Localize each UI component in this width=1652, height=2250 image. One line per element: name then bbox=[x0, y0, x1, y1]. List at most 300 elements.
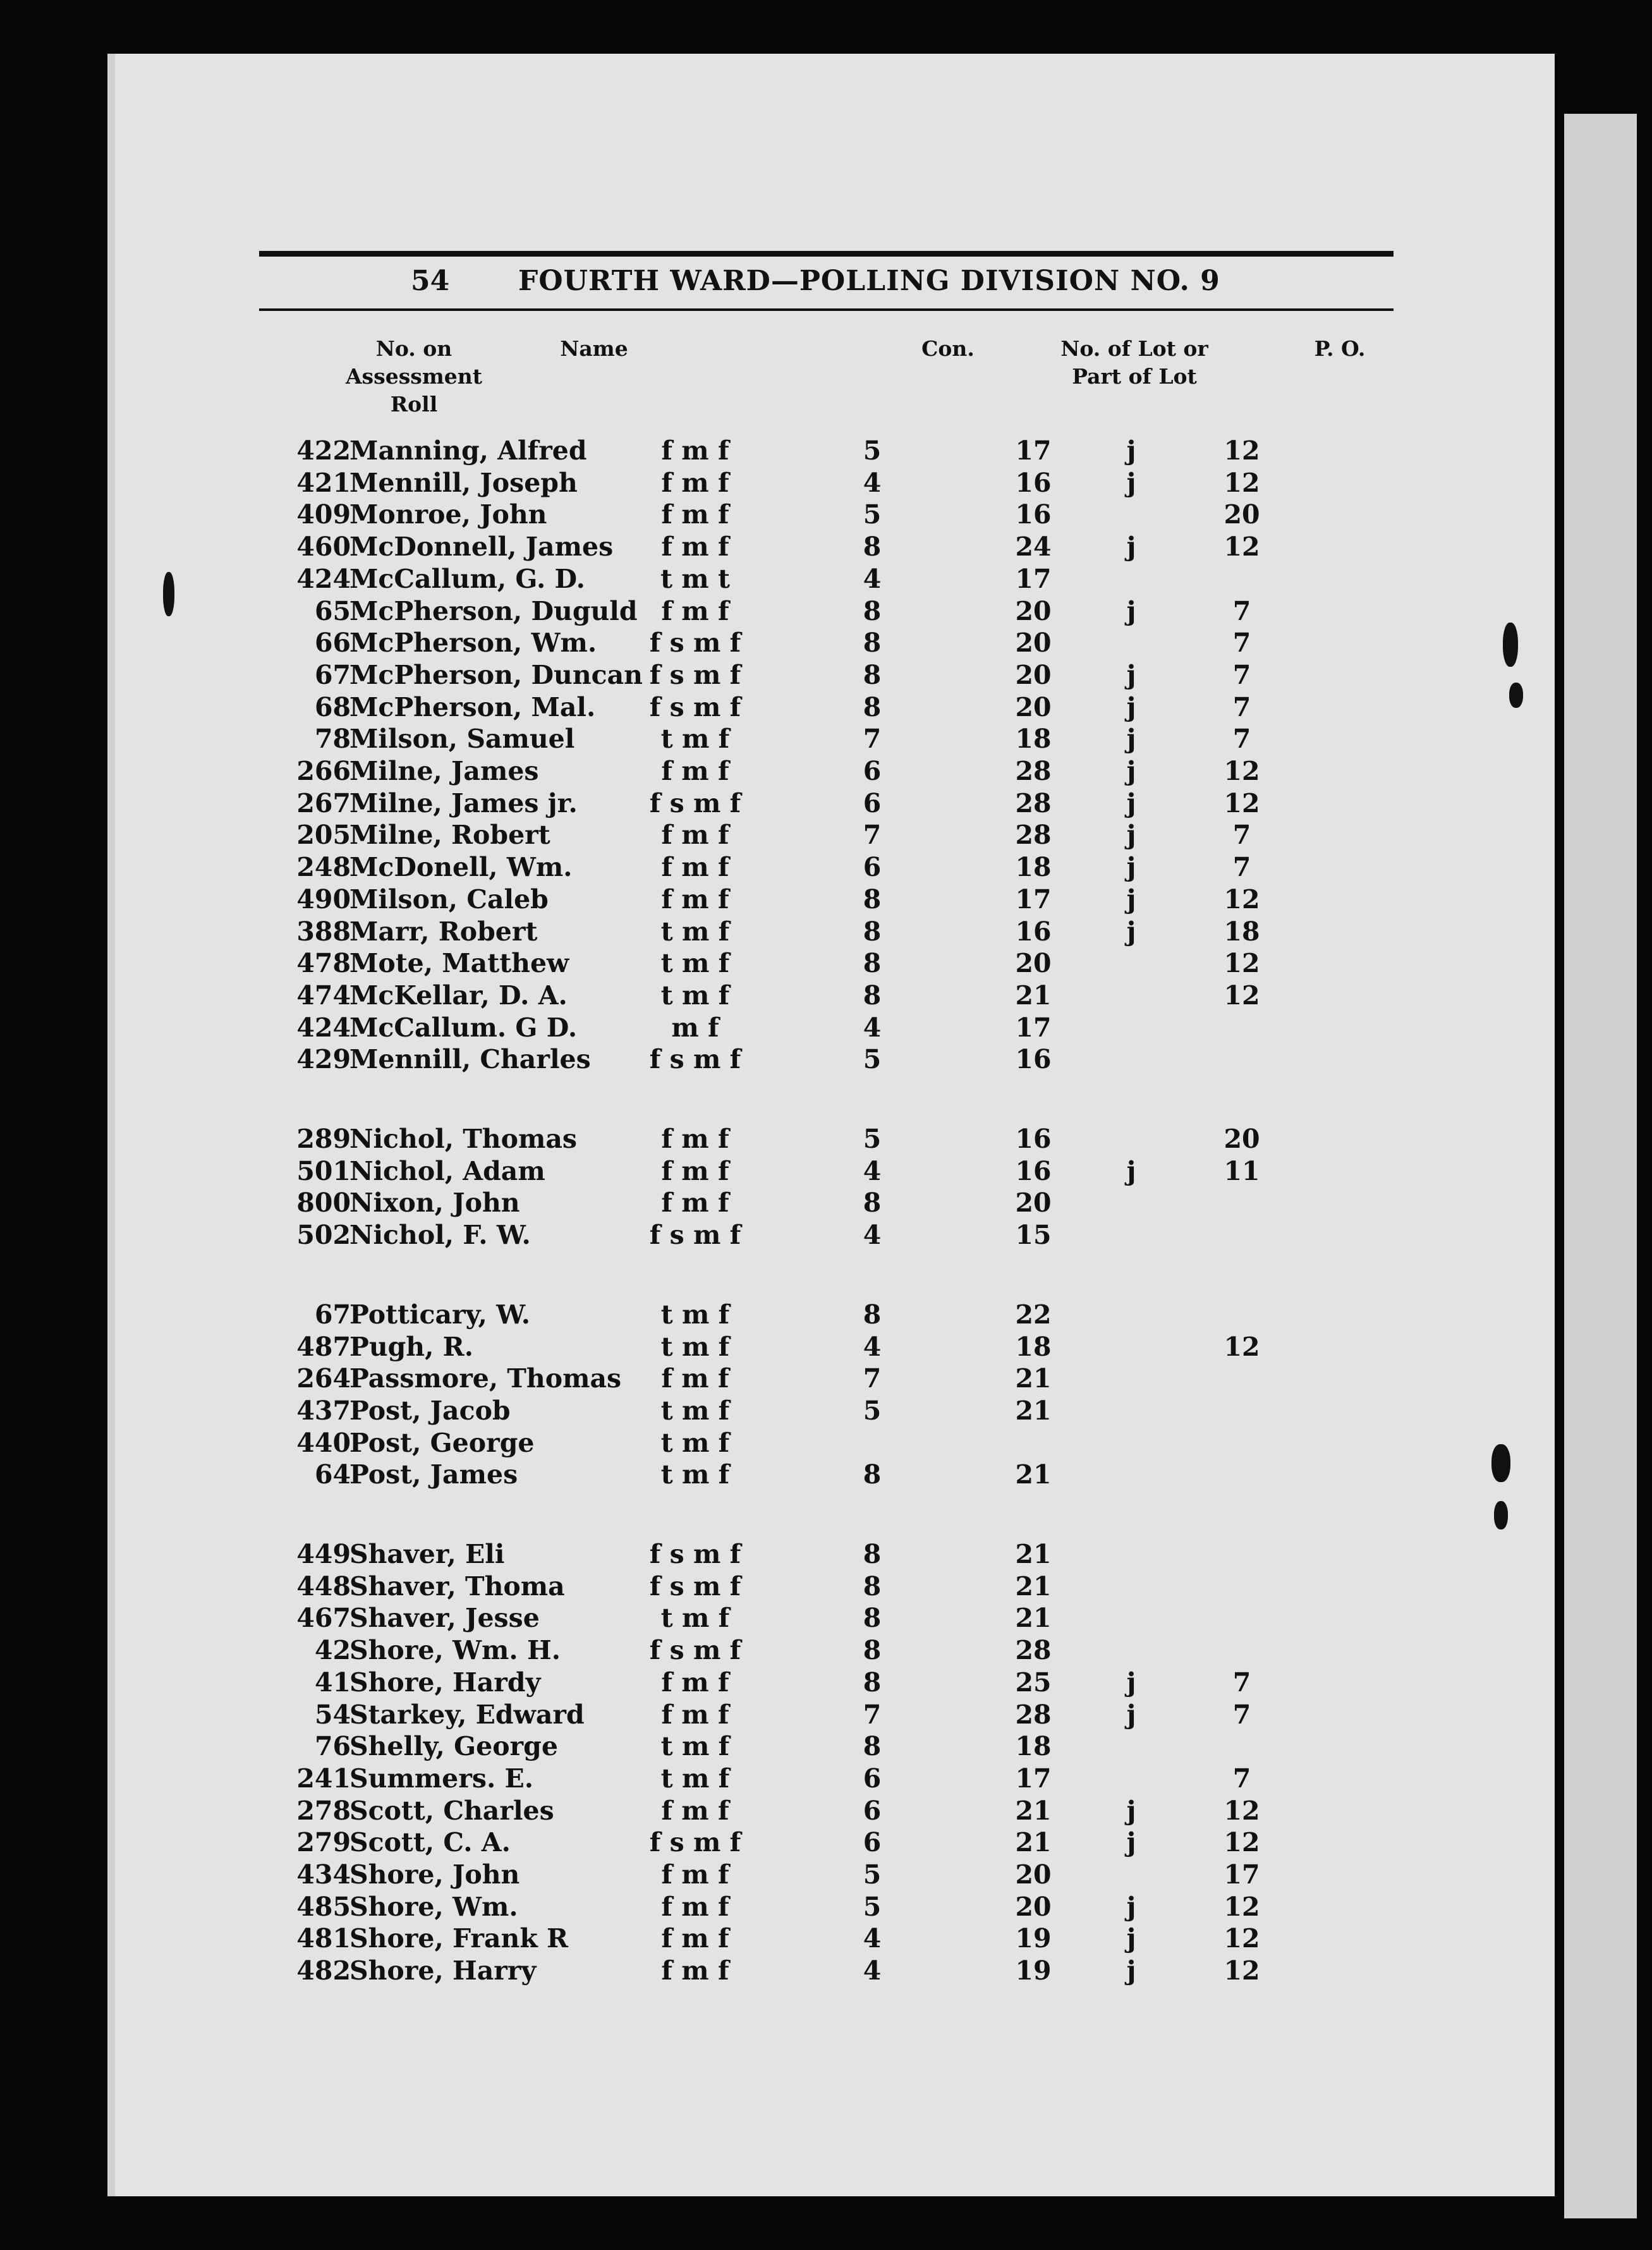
juror-mark: j bbox=[1126, 595, 1136, 626]
post-office: 12 bbox=[1224, 980, 1260, 1011]
post-office: 18 bbox=[1224, 916, 1260, 947]
status-code: m f bbox=[671, 1012, 719, 1043]
adjacent-page-strip bbox=[1564, 114, 1637, 2218]
table-row bbox=[0, 563, 1447, 595]
lot-number: 28 bbox=[1015, 756, 1052, 786]
voter-name: Nichol, F. W. bbox=[349, 1220, 531, 1251]
voter-name: Shaver, Thoma bbox=[349, 1571, 565, 1602]
status-code: f m f bbox=[661, 756, 729, 786]
assessment-no: 502 bbox=[296, 1220, 351, 1251]
table-row bbox=[0, 659, 1447, 691]
lot-number: 21 bbox=[1015, 1395, 1052, 1426]
post-office: 7 bbox=[1232, 1763, 1251, 1794]
status-code: f m f bbox=[661, 532, 729, 562]
assessment-no: 409 bbox=[296, 499, 351, 530]
assessment-no: 264 bbox=[296, 1363, 351, 1394]
header-rule bbox=[259, 308, 1394, 311]
status-code: f s m f bbox=[649, 788, 741, 818]
lot-number: 22 bbox=[1015, 1299, 1052, 1330]
post-office: 20 bbox=[1224, 499, 1260, 530]
post-office: 7 bbox=[1232, 595, 1251, 626]
table-row bbox=[0, 947, 1447, 979]
juror-mark: j bbox=[1126, 691, 1136, 722]
voter-name: McDonell, Wm. bbox=[349, 852, 573, 883]
post-office: 12 bbox=[1224, 1331, 1260, 1362]
status-code: f m f bbox=[661, 1859, 729, 1890]
table-row bbox=[0, 1299, 1447, 1330]
voter-name: Shelly, George bbox=[349, 1731, 558, 1762]
concession: 4 bbox=[863, 1220, 882, 1251]
voter-name: McCallum. G D. bbox=[349, 1012, 578, 1043]
post-office: 7 bbox=[1232, 691, 1251, 722]
lot-number: 28 bbox=[1015, 1699, 1052, 1730]
concession: 5 bbox=[863, 1124, 882, 1154]
col-header-name: Name bbox=[560, 336, 628, 361]
table-row bbox=[0, 1538, 1447, 1570]
status-code: f m f bbox=[661, 1124, 729, 1154]
table-row bbox=[0, 1331, 1447, 1363]
assessment-no: 481 bbox=[296, 1923, 351, 1954]
juror-mark: j bbox=[1126, 1795, 1136, 1826]
post-office: 12 bbox=[1224, 788, 1260, 818]
voter-name: Potticary, W. bbox=[349, 1299, 531, 1330]
status-code: f m f bbox=[661, 1795, 729, 1826]
lot-number: 24 bbox=[1015, 532, 1052, 562]
post-office: 12 bbox=[1224, 756, 1260, 786]
lot-number: 20 bbox=[1015, 948, 1052, 979]
lot-number: 15 bbox=[1015, 1220, 1052, 1251]
voter-name: Shore, John bbox=[349, 1859, 520, 1890]
concession: 4 bbox=[863, 1331, 882, 1362]
voter-name: Milne, James bbox=[349, 756, 539, 786]
assessment-no: 434 bbox=[296, 1859, 351, 1890]
assessment-no: 266 bbox=[296, 756, 351, 786]
concession: 4 bbox=[863, 1955, 882, 1986]
status-code: t m f bbox=[660, 1331, 730, 1362]
post-office: 12 bbox=[1224, 435, 1260, 466]
voter-name: Post, James bbox=[349, 1459, 518, 1490]
concession: 8 bbox=[863, 1635, 882, 1666]
voter-name: Nichol, Thomas bbox=[349, 1124, 577, 1154]
status-code: f s m f bbox=[649, 1571, 741, 1602]
juror-mark: j bbox=[1126, 1955, 1136, 1986]
lot-number: 17 bbox=[1015, 1763, 1052, 1794]
assessment-no: 279 bbox=[296, 1827, 351, 1858]
voter-name: Milne, James jr. bbox=[349, 788, 578, 818]
status-code: t m f bbox=[660, 724, 730, 755]
lot-number: 28 bbox=[1015, 1635, 1052, 1666]
voter-name: Marr, Robert bbox=[349, 916, 538, 947]
page-title: FOURTH WARD—POLLING DIVISION NO. 9 bbox=[518, 265, 1220, 297]
post-office: 11 bbox=[1224, 1155, 1260, 1186]
lot-number: 18 bbox=[1015, 1731, 1052, 1762]
table-row bbox=[0, 1571, 1447, 1602]
voter-name: McPherson, Duguld bbox=[349, 595, 638, 626]
table-row bbox=[0, 1730, 1447, 1762]
table-row bbox=[0, 1602, 1447, 1634]
table-row bbox=[0, 1219, 1447, 1251]
col-header-no: No. on Assessment Roll bbox=[345, 336, 483, 417]
voter-name: Passmore, Thomas bbox=[349, 1363, 622, 1394]
table-row bbox=[0, 595, 1447, 627]
table-row bbox=[0, 1012, 1447, 1043]
concession: 8 bbox=[863, 916, 882, 947]
assessment-no: 64 bbox=[314, 1459, 351, 1490]
status-code: f s m f bbox=[649, 1220, 741, 1251]
post-office: 7 bbox=[1232, 1699, 1251, 1730]
status-code: f m f bbox=[661, 1155, 729, 1186]
voter-name: Starkey, Edward bbox=[349, 1699, 585, 1730]
concession: 6 bbox=[863, 1763, 882, 1794]
status-code: f m f bbox=[661, 499, 729, 530]
table-row bbox=[0, 1667, 1447, 1698]
status-code: f m f bbox=[661, 852, 729, 883]
assessment-no: 429 bbox=[296, 1044, 351, 1075]
table-row bbox=[0, 1763, 1447, 1794]
table-row bbox=[0, 755, 1447, 787]
table-row bbox=[0, 1891, 1447, 1923]
assessment-no: 205 bbox=[296, 820, 351, 851]
voter-name: McPherson, Wm. bbox=[349, 628, 597, 659]
concession: 6 bbox=[863, 1795, 882, 1826]
post-office: 12 bbox=[1224, 1891, 1260, 1922]
status-code: f m f bbox=[661, 1891, 729, 1922]
juror-mark: j bbox=[1126, 1891, 1136, 1922]
lot-number: 16 bbox=[1015, 1044, 1052, 1075]
concession: 8 bbox=[863, 1571, 882, 1602]
voter-name: Pugh, R. bbox=[349, 1331, 474, 1362]
assessment-no: 65 bbox=[314, 595, 351, 626]
lot-number: 25 bbox=[1015, 1667, 1052, 1698]
table-row bbox=[0, 884, 1447, 915]
juror-mark: j bbox=[1126, 1699, 1136, 1730]
assessment-no: 76 bbox=[314, 1731, 351, 1762]
lot-number: 21 bbox=[1015, 1363, 1052, 1394]
table-row bbox=[0, 1634, 1447, 1666]
lot-number: 16 bbox=[1015, 467, 1052, 498]
status-code: t m f bbox=[660, 1603, 730, 1634]
voter-name: Shore, Wm. bbox=[349, 1891, 518, 1922]
status-code: t m f bbox=[660, 1731, 730, 1762]
assessment-no: 424 bbox=[296, 563, 351, 594]
lot-number: 18 bbox=[1015, 724, 1052, 755]
voter-name: Shaver, Eli bbox=[349, 1539, 505, 1569]
assessment-no: 437 bbox=[296, 1395, 351, 1426]
status-code: f m f bbox=[661, 1667, 729, 1698]
lot-number: 18 bbox=[1015, 852, 1052, 883]
concession: 4 bbox=[863, 467, 882, 498]
juror-mark: j bbox=[1126, 467, 1136, 498]
concession: 8 bbox=[863, 691, 882, 722]
assessment-no: 41 bbox=[314, 1667, 351, 1698]
status-code: t m f bbox=[660, 1427, 730, 1458]
voter-name: Post, George bbox=[349, 1427, 535, 1458]
table-row bbox=[0, 1795, 1447, 1827]
voter-name: Shore, Hardy bbox=[349, 1667, 541, 1698]
concession: 8 bbox=[863, 1603, 882, 1634]
post-office: 7 bbox=[1232, 724, 1251, 755]
assessment-no: 487 bbox=[296, 1331, 351, 1362]
status-code: f m f bbox=[661, 820, 729, 851]
status-code: t m t bbox=[660, 563, 730, 594]
assessment-no: 68 bbox=[314, 691, 351, 722]
assessment-no: 421 bbox=[296, 467, 351, 498]
post-office: 12 bbox=[1224, 532, 1260, 562]
juror-mark: j bbox=[1126, 916, 1136, 947]
lot-number: 16 bbox=[1015, 916, 1052, 947]
assessment-no: 467 bbox=[296, 1603, 351, 1634]
assessment-no: 501 bbox=[296, 1155, 351, 1186]
post-office: 7 bbox=[1232, 628, 1251, 659]
table-row bbox=[0, 1955, 1447, 1986]
assessment-no: 67 bbox=[314, 1299, 351, 1330]
lot-number: 28 bbox=[1015, 820, 1052, 851]
status-code: f s m f bbox=[649, 1635, 741, 1666]
assessment-no: 440 bbox=[296, 1427, 351, 1458]
assessment-no: 67 bbox=[314, 659, 351, 690]
voter-name: Mote, Matthew bbox=[349, 948, 569, 979]
status-code: f m f bbox=[661, 884, 729, 915]
status-code: f m f bbox=[661, 1188, 729, 1219]
status-code: f m f bbox=[661, 1923, 729, 1954]
post-office: 17 bbox=[1224, 1859, 1260, 1890]
juror-mark: j bbox=[1126, 884, 1136, 915]
assessment-no: 449 bbox=[296, 1539, 351, 1569]
concession: 7 bbox=[863, 820, 882, 851]
lot-number: 21 bbox=[1015, 1571, 1052, 1602]
col-header-po: P. O. bbox=[1314, 336, 1366, 361]
table-row bbox=[0, 531, 1447, 562]
juror-mark: j bbox=[1126, 1827, 1136, 1858]
voter-name: McKellar, D. A. bbox=[349, 980, 568, 1011]
col-header-con: Con. bbox=[921, 336, 975, 361]
juror-mark: j bbox=[1126, 820, 1136, 851]
assessment-no: 448 bbox=[296, 1571, 351, 1602]
post-office: 7 bbox=[1232, 820, 1251, 851]
juror-mark: j bbox=[1126, 724, 1136, 755]
voter-name: Nichol, Adam bbox=[349, 1155, 545, 1186]
post-office: 12 bbox=[1224, 1955, 1260, 1986]
lot-number: 21 bbox=[1015, 980, 1052, 1011]
assessment-no: 460 bbox=[296, 532, 351, 562]
lot-number: 19 bbox=[1015, 1923, 1052, 1954]
voter-name: Mennill, Joseph bbox=[349, 467, 578, 498]
table-row bbox=[0, 1363, 1447, 1394]
table-row bbox=[0, 1187, 1447, 1219]
status-code: f m f bbox=[661, 1699, 729, 1730]
ink-blot bbox=[1503, 623, 1518, 667]
concession: 6 bbox=[863, 756, 882, 786]
lot-number: 20 bbox=[1015, 595, 1052, 626]
assessment-no: 267 bbox=[296, 788, 351, 818]
status-code: t m f bbox=[660, 980, 730, 1011]
lot-number: 16 bbox=[1015, 499, 1052, 530]
concession: 4 bbox=[863, 1923, 882, 1954]
table-row bbox=[0, 851, 1447, 883]
juror-mark: j bbox=[1126, 1923, 1136, 1954]
table-row bbox=[0, 435, 1447, 466]
concession: 4 bbox=[863, 1155, 882, 1186]
post-office: 12 bbox=[1224, 467, 1260, 498]
status-code: t m f bbox=[660, 1395, 730, 1426]
status-code: f m f bbox=[661, 467, 729, 498]
lot-number: 20 bbox=[1015, 628, 1052, 659]
concession: 8 bbox=[863, 1539, 882, 1569]
lot-number: 17 bbox=[1015, 884, 1052, 915]
concession: 8 bbox=[863, 948, 882, 979]
concession: 8 bbox=[863, 532, 882, 562]
voter-name: McDonnell, James bbox=[349, 532, 614, 562]
concession: 6 bbox=[863, 788, 882, 818]
concession: 4 bbox=[863, 563, 882, 594]
post-office: 7 bbox=[1232, 1667, 1251, 1698]
assessment-no: 66 bbox=[314, 628, 351, 659]
lot-number: 21 bbox=[1015, 1459, 1052, 1490]
table-row bbox=[0, 499, 1447, 530]
lot-number: 20 bbox=[1015, 1891, 1052, 1922]
assessment-no: 388 bbox=[296, 916, 351, 947]
assessment-no: 278 bbox=[296, 1795, 351, 1826]
lot-number: 19 bbox=[1015, 1955, 1052, 1986]
assessment-no: 422 bbox=[296, 435, 351, 466]
page-header bbox=[259, 256, 1394, 307]
table-row bbox=[0, 1923, 1447, 1954]
assessment-no: 482 bbox=[296, 1955, 351, 1986]
status-code: t m f bbox=[660, 1459, 730, 1490]
lot-number: 16 bbox=[1015, 1155, 1052, 1186]
table-row bbox=[0, 627, 1447, 659]
table-row bbox=[0, 1427, 1447, 1459]
table-row bbox=[0, 1043, 1447, 1075]
table-row bbox=[0, 1155, 1447, 1187]
concession: 5 bbox=[863, 435, 882, 466]
table-row bbox=[0, 916, 1447, 947]
status-code: f s m f bbox=[649, 1539, 741, 1569]
post-office: 12 bbox=[1224, 884, 1260, 915]
juror-mark: j bbox=[1126, 532, 1136, 562]
lot-number: 18 bbox=[1015, 1331, 1052, 1362]
lot-number: 20 bbox=[1015, 1859, 1052, 1890]
assessment-no: 42 bbox=[314, 1635, 351, 1666]
status-code: f s m f bbox=[649, 691, 741, 722]
voter-name: Shore, Frank R bbox=[349, 1923, 569, 1954]
table-row bbox=[0, 723, 1447, 755]
assessment-no: 54 bbox=[314, 1699, 351, 1730]
table-row bbox=[0, 980, 1447, 1011]
voter-name: McPherson, Mal. bbox=[349, 691, 596, 722]
voter-name: Milson, Samuel bbox=[349, 724, 575, 755]
concession: 8 bbox=[863, 1188, 882, 1219]
status-code: t m f bbox=[660, 1763, 730, 1794]
concession: 7 bbox=[863, 1363, 882, 1394]
voter-name: Manning, Alfred bbox=[349, 435, 587, 466]
table-row bbox=[0, 1459, 1447, 1490]
status-code: f m f bbox=[661, 1363, 729, 1394]
post-office: 12 bbox=[1224, 1795, 1260, 1826]
concession: 6 bbox=[863, 852, 882, 883]
concession: 8 bbox=[863, 628, 882, 659]
voter-name: Shore, Wm. H. bbox=[349, 1635, 561, 1666]
concession: 8 bbox=[863, 1299, 882, 1330]
juror-mark: j bbox=[1126, 435, 1136, 466]
col-header-lot: No. of Lot or Part of Lot bbox=[1060, 336, 1208, 389]
concession: 7 bbox=[863, 724, 882, 755]
post-office: 7 bbox=[1232, 852, 1251, 883]
post-office: 12 bbox=[1224, 1827, 1260, 1858]
lot-number: 21 bbox=[1015, 1795, 1052, 1826]
table-row bbox=[0, 1859, 1447, 1890]
juror-mark: j bbox=[1126, 788, 1136, 818]
status-code: f m f bbox=[661, 595, 729, 626]
status-code: f s m f bbox=[649, 659, 741, 690]
lot-number: 20 bbox=[1015, 691, 1052, 722]
concession: 8 bbox=[863, 1731, 882, 1762]
concession: 5 bbox=[863, 499, 882, 530]
concession: 8 bbox=[863, 1459, 882, 1490]
voter-name: Shaver, Jesse bbox=[349, 1603, 540, 1634]
post-office: 12 bbox=[1224, 948, 1260, 979]
status-code: t m f bbox=[660, 1299, 730, 1330]
lot-number: 16 bbox=[1015, 1124, 1052, 1154]
concession: 7 bbox=[863, 1699, 882, 1730]
assessment-no: 289 bbox=[296, 1124, 351, 1154]
assessment-no: 800 bbox=[296, 1188, 351, 1219]
assessment-no: 424 bbox=[296, 1012, 351, 1043]
concession: 8 bbox=[863, 595, 882, 626]
voter-name: McCallum, G. D. bbox=[349, 563, 585, 594]
status-code: f s m f bbox=[649, 1827, 741, 1858]
juror-mark: j bbox=[1126, 852, 1136, 883]
concession: 8 bbox=[863, 659, 882, 690]
voter-name: Milson, Caleb bbox=[349, 884, 549, 915]
juror-mark: j bbox=[1126, 1155, 1136, 1186]
voter-name: McPherson, Duncan bbox=[349, 659, 643, 690]
assessment-no: 478 bbox=[296, 948, 351, 979]
concession: 5 bbox=[863, 1395, 882, 1426]
table-row bbox=[0, 1699, 1447, 1730]
juror-mark: j bbox=[1126, 1667, 1136, 1698]
lot-number: 28 bbox=[1015, 788, 1052, 818]
assessment-no: 241 bbox=[296, 1763, 351, 1794]
table-row bbox=[0, 1827, 1447, 1858]
post-office: 20 bbox=[1224, 1124, 1260, 1154]
juror-mark: j bbox=[1126, 756, 1136, 786]
concession: 5 bbox=[863, 1891, 882, 1922]
table-row bbox=[0, 467, 1447, 499]
voter-name: Scott, Charles bbox=[349, 1795, 554, 1826]
lot-number: 17 bbox=[1015, 563, 1052, 594]
ink-blot bbox=[1509, 683, 1523, 708]
ink-blot bbox=[1494, 1501, 1508, 1529]
page-number: 54 bbox=[411, 265, 450, 297]
ink-blot bbox=[163, 572, 174, 616]
status-code: f m f bbox=[661, 1955, 729, 1986]
lot-number: 17 bbox=[1015, 1012, 1052, 1043]
assessment-no: 248 bbox=[296, 852, 351, 883]
assessment-no: 485 bbox=[296, 1891, 351, 1922]
concession: 5 bbox=[863, 1859, 882, 1890]
voter-name: Post, Jacob bbox=[349, 1395, 511, 1426]
concession: 4 bbox=[863, 1012, 882, 1043]
assessment-no: 490 bbox=[296, 884, 351, 915]
status-code: t m f bbox=[660, 916, 730, 947]
lot-number: 21 bbox=[1015, 1827, 1052, 1858]
voter-name: Monroe, John bbox=[349, 499, 547, 530]
lot-number: 20 bbox=[1015, 1188, 1052, 1219]
status-code: f s m f bbox=[649, 1044, 741, 1075]
lot-number: 20 bbox=[1015, 659, 1052, 690]
lot-number: 21 bbox=[1015, 1539, 1052, 1569]
